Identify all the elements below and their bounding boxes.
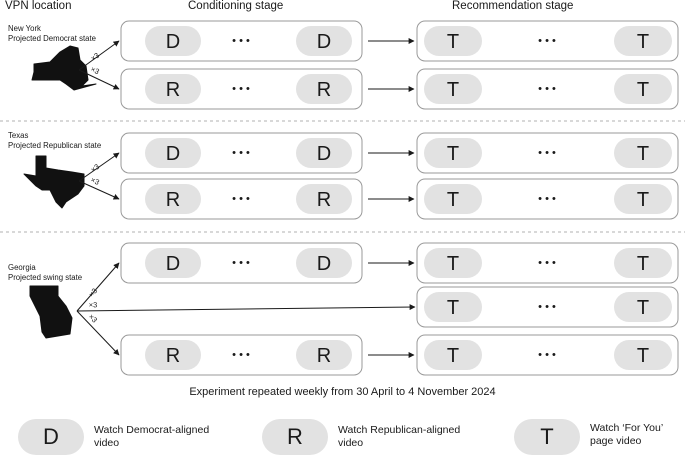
vpn-location-header: VPN location [5,0,72,12]
state-label-texas [8,131,101,151]
legend-d-line2: video [94,437,120,449]
legend-r-line1: Watch Republican-aligned [338,424,461,436]
recommendation-video-letter: T [636,189,650,211]
state-subtitle: Projected Republican state [8,141,102,150]
recommendation-video-letter: T [446,31,460,53]
experiment-footer-note: Experiment repeated weekly from 30 April to 4 November 2024 [189,386,496,398]
conditioning-ellipsis: • • • [232,257,250,269]
state-subtitle: Projected Democrat state [8,34,96,43]
legend-r-text [338,424,460,450]
branch-count-label: ×3 [88,300,98,310]
branch-arrow [79,181,119,199]
branch-count-label: ×3 [89,64,101,77]
conditioning-video-letter: D [316,143,332,165]
conditioning-video-letter: D [165,143,181,165]
conditioning-video-letter: R [165,345,181,367]
recommendation-video-letter: T [636,143,650,165]
recommendation-video-letter: T [446,189,460,211]
branch-count-label: ×3 [89,175,101,187]
conditioning-video-letter: D [165,31,181,53]
recommendation-ellipsis: • • • [538,193,556,205]
recommendation-video-letter: T [446,345,460,367]
recommendation-video-letter: T [636,297,650,319]
new-york-state-map-icon [32,46,96,90]
recommendation-ellipsis: • • • [538,147,556,159]
recommendation-ellipsis: • • • [538,301,556,313]
legend-r-line2: video [338,437,364,449]
conditioning-video-letter: R [316,189,332,211]
branch-count-label: ×3 [86,286,100,299]
recommendation-video-letter: T [636,253,650,275]
conditioning-video-letter: R [316,79,332,101]
state-name: Georgia [8,263,36,272]
branch-arrow [77,307,415,311]
recommendation-video-letter: T [636,79,650,101]
conditioning-video-letter: R [165,189,181,211]
recommendation-video-letter: T [446,79,460,101]
state-name: New York [8,24,41,33]
recommendation-ellipsis: • • • [538,35,556,47]
legend-t-pill: T [514,419,580,455]
conditioning-video-letter: D [165,253,181,275]
legend-t-line2: page video [590,435,642,447]
recommendation-video-letter: T [636,345,650,367]
conditioning-video-letter: R [165,79,181,101]
conditioning-video-letter: D [316,31,332,53]
recommendation-video-letter: T [446,253,460,275]
branch-count-label: ×3 [88,162,102,175]
conditioning-ellipsis: • • • [232,193,250,205]
state-label-georgia [8,263,82,283]
conditioning-video-letter: R [316,345,332,367]
legend-t-line1: Watch ‘For You’ [590,422,664,434]
conditioning-ellipsis: • • • [232,147,250,159]
georgia-state-map-icon [30,286,72,338]
state-subtitle: Projected swing state [8,273,83,282]
recommendation-video-letter: T [446,297,460,319]
legend-d-pill: D [18,419,84,455]
conditioning-video-letter: D [316,253,332,275]
legend-d-line1: Watch Democrat-aligned [94,424,210,436]
recommendation-video-letter: T [636,31,650,53]
conditioning-ellipsis: • • • [232,83,250,95]
conditioning-ellipsis: • • • [232,349,250,361]
branch-arrow [77,263,119,311]
texas-state-map-icon [24,156,84,208]
state-label-new-york [8,24,96,44]
recommendation-ellipsis: • • • [538,83,556,95]
state-name: Texas [8,131,29,140]
recommendation-stage-header: Recommendation stage [452,0,574,12]
legend-d-text [94,424,209,450]
recommendation-ellipsis: • • • [538,257,556,269]
conditioning-stage-header: Conditioning stage [188,0,284,12]
recommendation-video-letter: T [446,143,460,165]
conditioning-ellipsis: • • • [232,35,250,47]
legend-r-pill: R [262,419,328,455]
legend-t-text [590,422,663,448]
branch-count-label: ×3 [88,50,102,64]
recommendation-ellipsis: • • • [538,349,556,361]
branch-count-label: ×3 [86,312,100,325]
